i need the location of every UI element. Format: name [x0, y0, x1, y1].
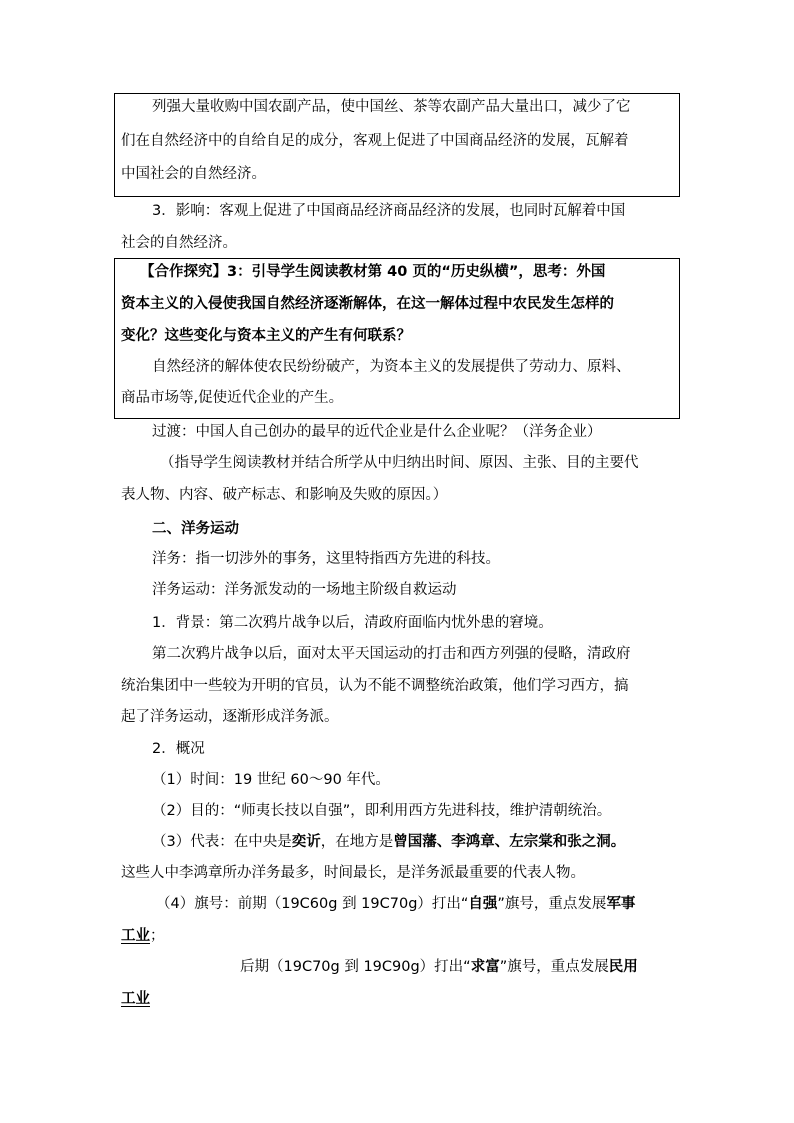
- answer-line2: 商品市场等,促使近代企业的产生。: [121, 390, 344, 406]
- cooperation-tag: 【合作探究】: [140, 264, 227, 280]
- overview-title: 2．概况: [152, 741, 205, 757]
- influence-line1: 3．影响：客观上促进了中国商品经济商品经济的发展，也同时瓦解着中国: [152, 203, 626, 219]
- overview-representatives: [152, 832, 625, 852]
- overview-time: （1）时间：19 世纪 60～90 年代。: [152, 772, 390, 788]
- flag-semicolon: ；: [150, 928, 165, 944]
- flag-industry-1: 工业: [121, 928, 150, 944]
- question-text: 3：引导学生阅读教材第 40 页的“历史纵横”，思考：外国: [227, 264, 606, 280]
- question-line2: 资本主义的入侵使我国自然经济逐渐解体，在这一解体过程中农民发生怎样的: [121, 296, 614, 312]
- rep-prefix: （3）代表：在中央是: [152, 834, 292, 850]
- flag-ziqiang: 自强: [468, 896, 498, 912]
- flag-civil: 民用: [608, 959, 638, 975]
- representatives-line2: 这些人中李鸿章所办洋务最多，时间最长，是洋务派最重要的代表人物。: [121, 865, 585, 881]
- flag-late-prefix: 后期（19C70g 到 19C90g）打出“: [240, 959, 471, 975]
- rep-local: 曾国藩、李鸿章、左宗棠和张之洞。: [393, 834, 626, 850]
- flag-early-mid: ”旗号，重点发展: [497, 896, 607, 912]
- flag-late-mid: ”旗号，重点发展: [499, 959, 609, 975]
- question-line1: [140, 262, 605, 282]
- flag-late: [240, 957, 638, 977]
- background-line1: 第二次鸦片战争以后，面对太平天国运动的打击和西方列强的侵略，清政府: [152, 646, 631, 662]
- rep-middle: ，在地方是: [320, 834, 394, 850]
- rep-yixin: 奕䜣: [291, 834, 321, 850]
- influence-line2: 社会的自然经济。: [121, 235, 237, 251]
- box1-line3: 中国社会的自然经济。: [121, 166, 266, 182]
- flag-qiufu: 求富: [470, 959, 500, 975]
- definition-movement: 洋务运动：洋务派发动的一场地主阶级自救运动: [152, 582, 457, 598]
- box1-line1: 列强大量收购中国农副产品，使中国丝、茶等农副产品大量出口，减少了它: [152, 99, 631, 115]
- background-title: 1．背景：第二次鸦片战争以后，清政府面临内忧外患的窘境。: [152, 615, 553, 631]
- flag-early-line2: [121, 926, 165, 946]
- answer-line1: 自然经济的解体使农民纷纷破产，为资本主义的发展提供了劳动力、原料、: [152, 359, 631, 375]
- overview-purpose: （2）目的：“师夷长技以自强”，即利用西方先进科技，维护清朝统治。: [152, 803, 612, 819]
- question-line3: 变化？这些变化与资本主义的产生有何联系？: [121, 328, 411, 344]
- background-line3: 起了洋务运动，逐渐形成洋务派。: [121, 709, 339, 725]
- transition-line1: 过渡：中国人自己创办的最早的近代企业是什么企业呢？（洋务企业）: [152, 424, 602, 440]
- flag-early: [156, 894, 635, 914]
- flag-industry-2: 工业: [121, 991, 150, 1007]
- box1-line2: 们在自然经济中的自给自足的成分，客观上促进了中国商品经济的发展，瓦解着: [121, 133, 629, 149]
- flag-military: 军事: [606, 896, 636, 912]
- flag-early-prefix: （4）旗号：前期（19C60g 到 19C70g）打出“: [156, 896, 469, 912]
- transition-line3: 表人物、内容、破产标志、和影响及失败的原因。）: [121, 487, 448, 503]
- background-line2: 统治集团中一些较为开明的官员，认为不能不调整统治政策，他们学习西方，搞: [121, 678, 629, 694]
- definition-yangwu: 洋务：指一切涉外的事务，这里特指西方先进的科技。: [152, 551, 500, 567]
- transition-line2: （指导学生阅读教材并结合所学从中归纳出时间、原因、主张、目的主要代: [160, 455, 639, 471]
- section-heading: 二、洋务运动: [152, 521, 239, 537]
